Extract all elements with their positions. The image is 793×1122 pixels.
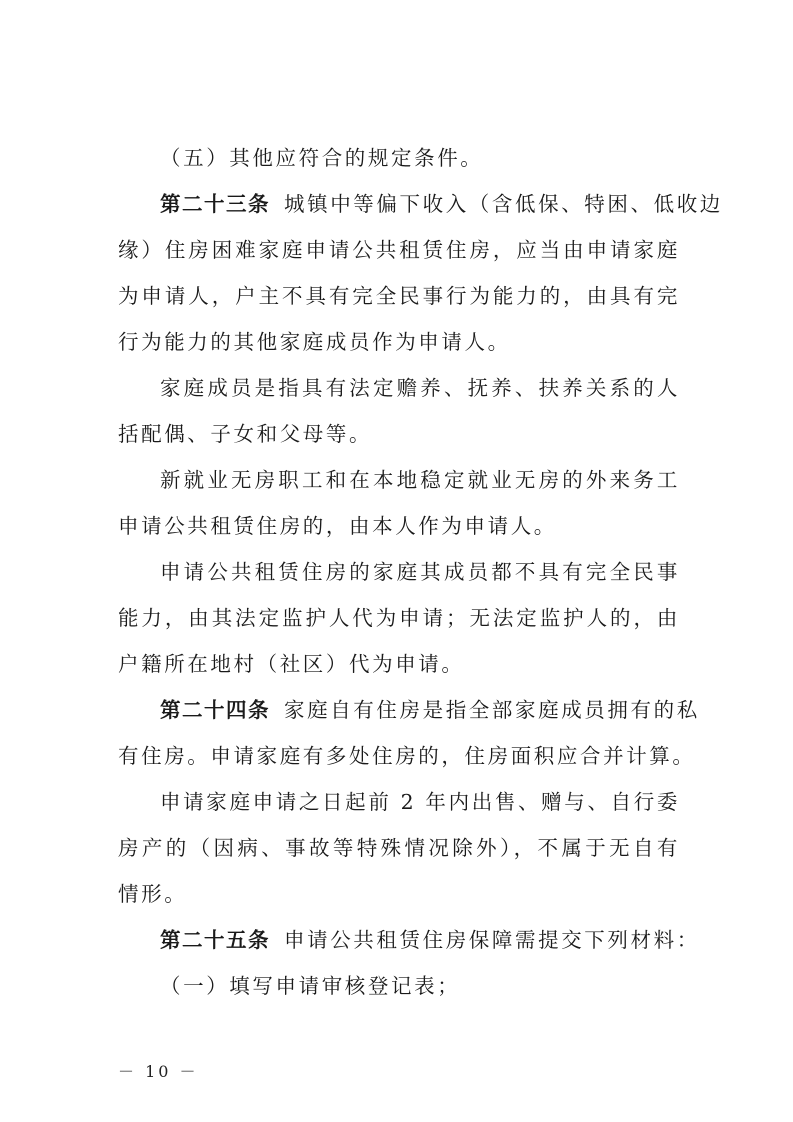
text-line <box>118 232 680 268</box>
line-text: 为申请人，户主不具有完全民事行为能力的，由具有完 <box>118 284 680 308</box>
article-heading: 第二十四条 <box>160 698 270 722</box>
line-text: 申请家庭申请之日起前 2 年内出售、赠与、自行委 <box>160 790 680 814</box>
text-line <box>160 140 680 176</box>
line-text: 城镇中等偏下收入（含低保、特困、低收边 <box>284 192 723 216</box>
page-number: － 10 － <box>118 1062 199 1081</box>
line-text: 情形。 <box>118 882 188 906</box>
text-line <box>118 600 680 636</box>
line-text: 申请公共租赁住房的，由本人作为申请人。 <box>118 514 557 538</box>
text-line <box>160 922 700 958</box>
article-heading: 第二十三条 <box>160 192 270 216</box>
text-line <box>160 968 680 1004</box>
text-line <box>160 692 700 728</box>
text-line <box>118 416 680 452</box>
line-text: （一）填写申请审核登记表； <box>160 974 461 998</box>
line-text: 行为能力的其他家庭成员作为申请人。 <box>118 330 511 354</box>
text-line <box>118 646 680 682</box>
article-heading: 第二十五条 <box>160 928 270 952</box>
text-line <box>118 876 680 912</box>
text-line <box>160 784 680 820</box>
text-line <box>118 324 680 360</box>
line-text: 申请公共租赁住房的家庭其成员都不具有完全民事 <box>160 560 680 584</box>
line-text: 缘）住房困难家庭申请公共租赁住房，应当由申请家庭 <box>118 238 680 262</box>
text-line <box>118 738 696 774</box>
line-text: 括配偶、子女和父母等。 <box>118 422 373 446</box>
text-line <box>118 830 680 866</box>
line-text: 有住房。申请家庭有多处住房的，住房面积应合并计算。 <box>118 744 696 768</box>
line-text: 户籍所在地村（社区）代为申请。 <box>118 652 465 676</box>
line-text: 家庭成员是指具有法定赡养、抚养、扶养关系的人 <box>160 376 680 400</box>
line-text: 申请公共租赁住房保障需提交下列材料： <box>284 928 700 952</box>
line-text: （五）其他应符合的规定条件。 <box>160 146 484 170</box>
line-text: 新就业无房职工和在本地稳定就业无房的外来务工 <box>160 468 680 492</box>
text-line <box>160 186 723 222</box>
text-line <box>118 508 680 544</box>
line-text: 能力，由其法定监护人代为申请；无法定监护人的，由 <box>118 606 680 630</box>
line-text: 家庭自有住房是指全部家庭成员拥有的私 <box>284 698 700 722</box>
text-line <box>160 370 680 406</box>
text-line <box>160 554 680 590</box>
text-line <box>118 278 680 314</box>
text-line <box>160 462 680 498</box>
line-text: 房产的（因病、事故等特殊情况除外），不属于无自有 <box>118 836 680 860</box>
